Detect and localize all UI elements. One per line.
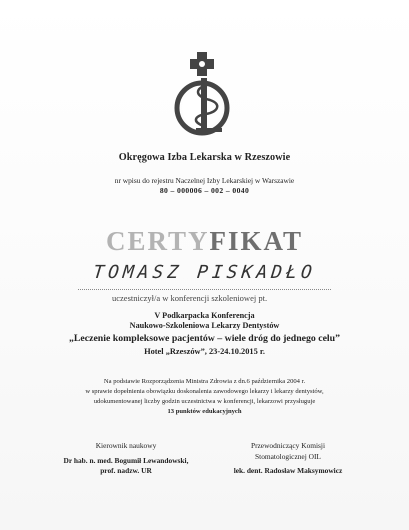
basis-line1: Na podstawie Rozporządzenia Ministra Zdrowia z dn.6 października 2004 r. (103, 378, 306, 385)
organization-name: Okręgowa Izba Lekarska w Rzeszowie (118, 152, 291, 163)
medical-chamber-emblem-icon (166, 50, 238, 142)
signature-right (218, 441, 358, 477)
signature-right-role2: Stomatologicznej OIL (255, 451, 321, 461)
basis-line2: w sprawie dopełnienia obowiązku doskonalenia zawodowego lekarzy i lekarzy dentystów, (85, 388, 324, 395)
conference-line2: Naukowo-Szkoleniowa Lekarzy Dentystów (129, 321, 280, 330)
education-points: 13 punktów edukacyjnych (167, 408, 242, 415)
signature-left (56, 441, 196, 477)
signature-left-role: Kierownik naukowy (95, 441, 157, 450)
certificate-title (0, 226, 409, 257)
conference-venue: Hotel „Rzeszów”, 23-24.10.2015 r. (144, 347, 265, 356)
conference-topic: „Leczenie kompleksowe pacjentów – wiele dróg do jednego celu” (68, 333, 340, 344)
signature-left-name: Dr hab. n. med. Bogumił Lewandowski, (63, 455, 189, 465)
certificate-title-part1: CERTY (105, 226, 210, 256)
conference-line1: V Podkarpacka Konferencja (154, 311, 255, 320)
name-dotted-line (78, 289, 331, 290)
signature-right-name: lek. dent. Radosław Maksymowicz (233, 466, 343, 476)
registry-number: 80 – 000006 – 002 – 0040 (159, 186, 250, 195)
registry-line: nr wpisu do rejestru Naczelnej Izby Lekarskiej w Warszawie (114, 176, 295, 185)
signature-left-title: prof. nadzw. UR (100, 466, 152, 476)
basis-line3: udokumentowanej liczby godzin uczestnictwa w konferencji, lekarzowi przysługuje (93, 398, 316, 405)
participant-name: TOMASZ PISKADŁO (92, 262, 317, 283)
participation-text: uczestniczył/a w konferencji szkoleniowej pt. (112, 293, 268, 303)
signature-right-role1: Przewodniczący Komisji (250, 441, 326, 450)
certificate-title-part2: FIKAT (209, 226, 304, 256)
